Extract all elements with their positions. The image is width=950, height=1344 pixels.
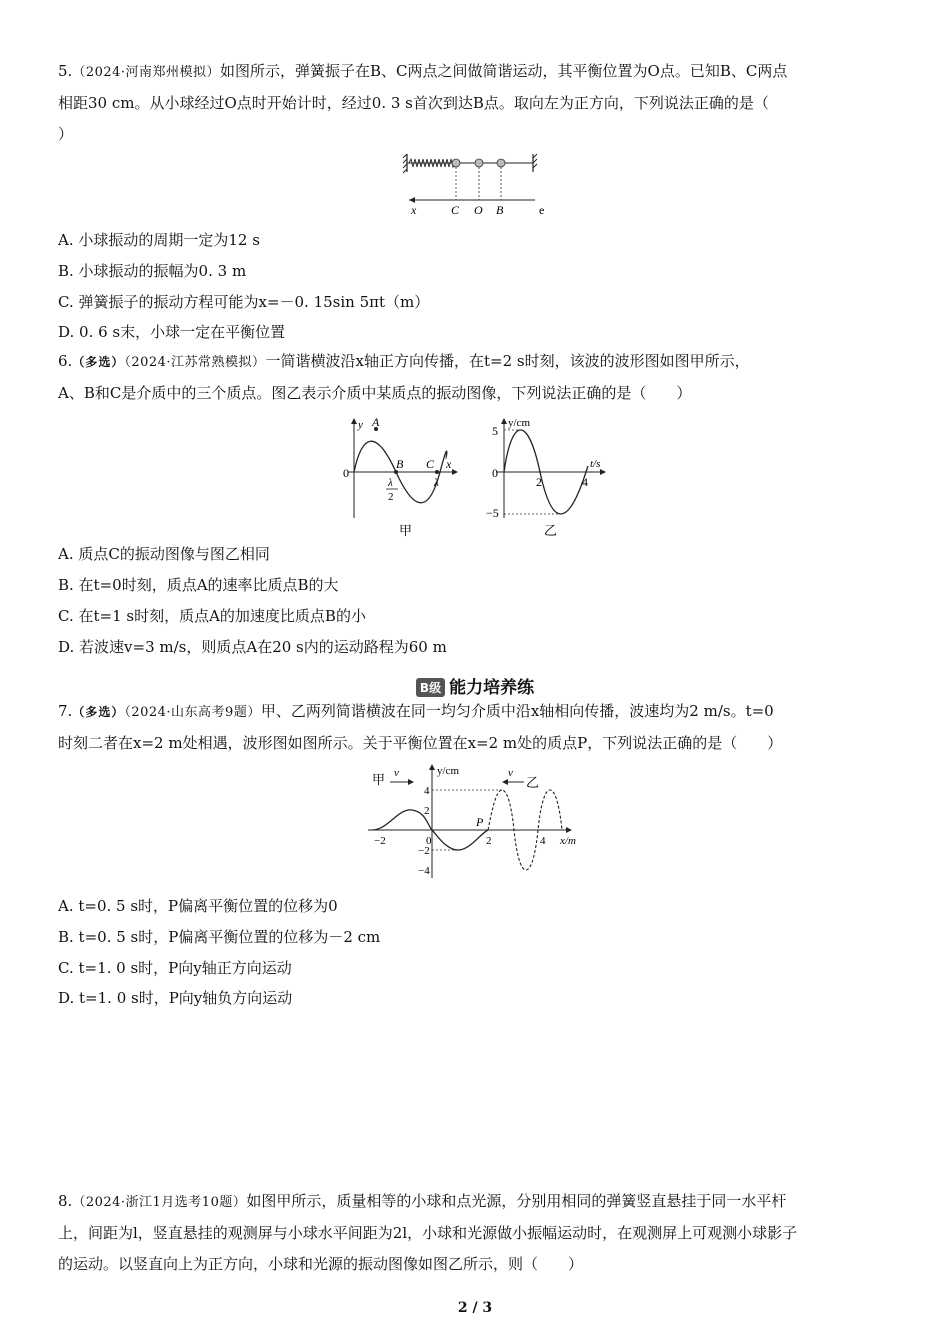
question-number: 5. <box>58 62 73 80</box>
question-7-stem <box>58 696 898 759</box>
option-a: A. t=0. 5 s时，P偏离平衡位置的位移为0 <box>58 897 338 915</box>
point-label-c: C <box>426 457 435 471</box>
wave-figure-jia <box>338 414 464 542</box>
option-b: B. 小球振动的振幅为0. 3 m <box>58 262 247 280</box>
option-a: A. 小球振动的周期一定为12 s <box>58 231 260 249</box>
question-text: 如图甲所示，质量相等的小球和点光源，分别用相同的弹簧竖直悬挂于同一水平杆 <box>246 1192 787 1210</box>
lambda-label: λ <box>434 477 439 489</box>
tick-label-neg5: −5 <box>486 506 499 520</box>
axis-label-y: y/cm <box>437 765 459 777</box>
figure-mark-e: e <box>539 203 545 217</box>
question-text: 的运动。以竖直向上为正方向，小球和光源的振动图像如图乙所示，则（ ） <box>58 1255 584 1273</box>
question-text: 相距30 cm。从小球经过O点时开始计时，经过0. 3 s首次到达B点。取向左为正方向，下列说法正确的是（ <box>58 94 769 112</box>
axis-label-x: x <box>446 457 452 471</box>
velocity-label-yi: v <box>508 767 513 779</box>
lambda-half-numerator: λ <box>388 477 393 489</box>
page-number: 2 / 3 <box>457 1300 493 1316</box>
point-label-b: B <box>396 457 404 471</box>
multi-choice-tag: （多选） <box>72 705 125 719</box>
origin-label: 0 <box>426 835 432 847</box>
option-d: D. 若波速v=3 m/s，则质点A在20 s内的运动路程为60 m <box>58 638 447 656</box>
question-text: 如图所示，弹簧振子在B、C两点之间做简谐运动，其平衡位置为O点。已知B、C两点 <box>220 62 788 80</box>
option-d: D. 0. 6 s末，小球一定在平衡位置 <box>58 323 286 341</box>
point-label-c: C <box>451 203 460 217</box>
question-number: 8. <box>58 1192 73 1210</box>
point-label-a: A <box>372 415 380 429</box>
question-source: （2024·江苏常熟模拟） <box>124 355 266 370</box>
axis-label-x: x <box>411 203 417 217</box>
question-number: 6. <box>58 352 73 370</box>
question-source: （2024·河南郑州模拟） <box>72 65 221 80</box>
multi-choice-tag: （多选） <box>72 355 125 369</box>
axis-label-x: x/m <box>560 835 576 847</box>
axis-label-y: y <box>358 419 363 431</box>
lambda-half-denominator: 2 <box>388 491 394 503</box>
spring-oscillator-figure <box>395 150 565 220</box>
point-label-o: O <box>474 203 483 217</box>
section-badge: B级 <box>416 678 445 697</box>
option-d: D. t=1. 0 s时，P向y轴负方向运动 <box>58 989 293 1007</box>
tick-label-x-2: 2 <box>486 835 492 847</box>
question-number: 7. <box>58 702 73 720</box>
option-a: A. 质点C的振动图像与图乙相同 <box>58 545 270 563</box>
point-label-b: B <box>496 203 504 217</box>
option-c: C. t=1. 0 s时，P向y轴正方向运动 <box>58 959 292 977</box>
section-title: 能力培养练 <box>449 678 535 698</box>
tick-label-x-4: 4 <box>540 835 546 847</box>
tick-label-2: 2 <box>424 805 430 817</box>
tick-label-neg2: −2 <box>418 845 430 857</box>
axis-label-t: t/s <box>590 458 601 470</box>
option-c: C. 在t=1 s时刻，质点A的加速度比质点B的小 <box>58 607 366 625</box>
question-8-stem <box>58 1186 898 1280</box>
velocity-label-jia: v <box>394 767 399 779</box>
question-source: （2024·浙江1月选考10题） <box>72 1195 247 1210</box>
point-label-p: P <box>476 815 484 829</box>
wave-label-jia: 甲 <box>372 772 386 787</box>
origin-label: 0 <box>492 466 498 480</box>
tick-label-2: 2 <box>536 475 542 489</box>
option-c: C. 弹簧振子的振动方程可能为x=－0. 15sin 5πt（m） <box>58 293 430 311</box>
tick-label-4: 4 <box>582 475 588 489</box>
wave-label-yi: 乙 <box>526 775 540 790</box>
section-header <box>0 673 950 698</box>
question-text: A、B和C是介质中的三个质点。图乙表示介质中某质点的振动图像，下列说法正确的是（ ） <box>58 384 692 402</box>
question-5-stem <box>58 56 898 150</box>
question-text: 一简谐横波沿x轴正方向传播，在t=2 s时刻，该波的波形图如图甲所示， <box>265 352 750 370</box>
question-6-stem <box>58 346 898 409</box>
figure-caption-jia: 甲 <box>399 523 413 538</box>
question-text: 甲、乙两列简谐横波在同一均匀介质中沿x轴相向传播，波速均为2 m/s。t=0 <box>260 702 774 720</box>
question-text: 时刻二者在x=2 m处相遇，波形图如图所示。关于平衡位置在x=2 m处的质点P，下列说法正确的是（ ） <box>58 734 783 752</box>
option-b: B. 在t=0时刻，质点A的速率比质点B的大 <box>58 576 339 594</box>
option-b: B. t=0. 5 s时，P偏离平衡位置的位移为－2 cm <box>58 928 381 946</box>
figure-caption-yi: 乙 <box>544 523 558 538</box>
tick-label-4: 4 <box>424 785 430 797</box>
origin-label: 0 <box>343 466 349 480</box>
tick-label-x-neg2: −2 <box>374 835 386 847</box>
vibration-figure-yi <box>482 414 612 542</box>
tick-label-5: 5 <box>492 424 498 438</box>
question-text: 上，间距为l，竖直悬挂的观测屏与小球水平间距为2l，小球和光源做小振幅运动时，在观测屏上可观测小球影子 <box>58 1224 798 1242</box>
two-waves-figure <box>362 760 592 884</box>
question-source: （2024·山东高考9题） <box>124 705 261 720</box>
question-text: ） <box>58 125 74 143</box>
axis-label-y: y/cm <box>508 417 530 429</box>
tick-label-neg4: −4 <box>418 865 430 877</box>
